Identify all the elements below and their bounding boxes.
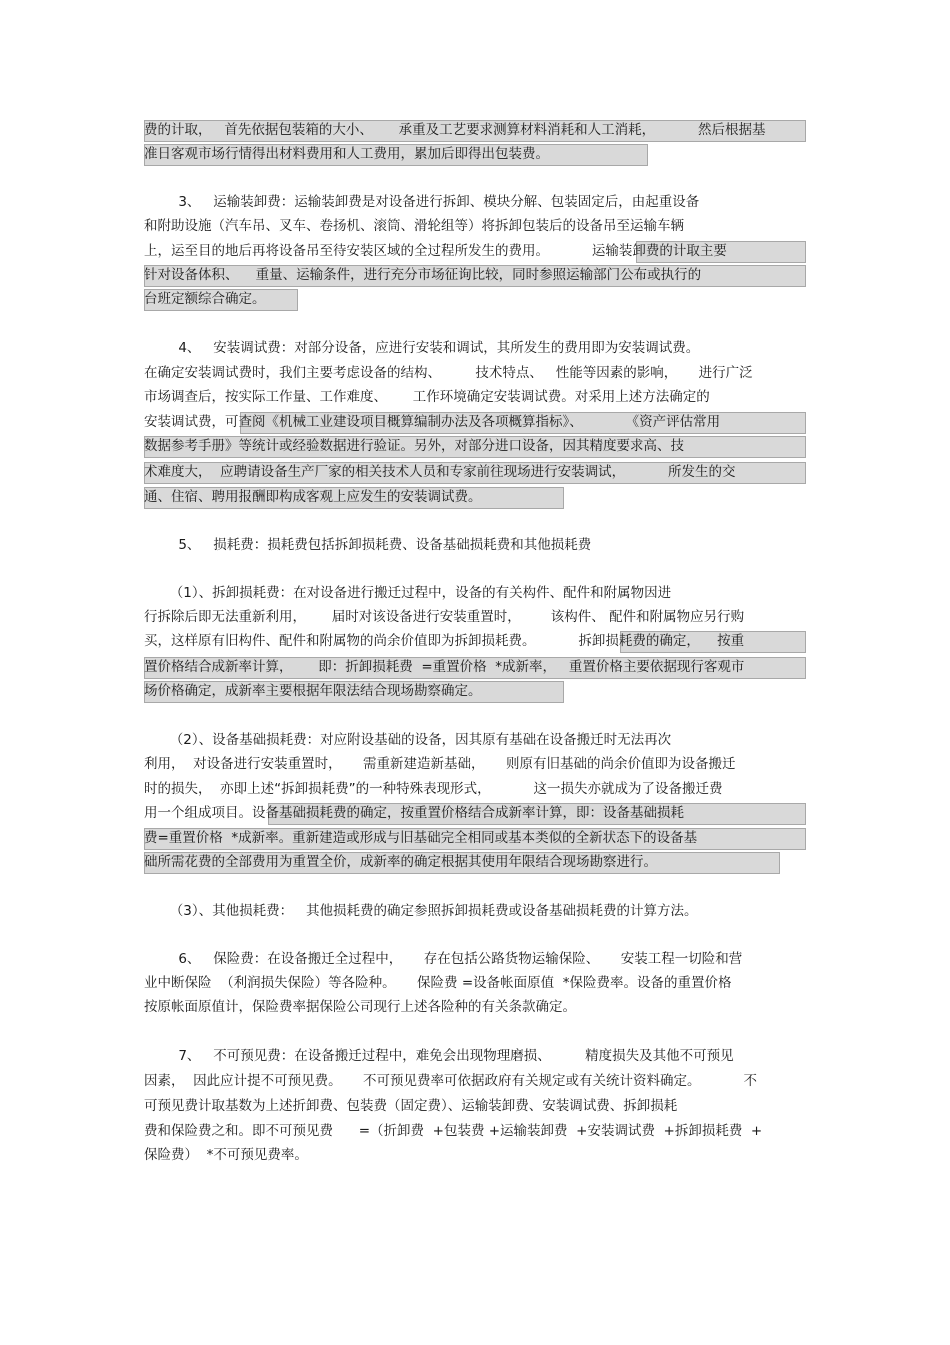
text-line: （3）、其他损耗费： 其他损耗费的确定参照拆卸损耗费或设备基础损耗费的计算方法。 [144, 903, 698, 919]
text-line: 行拆除后即无法重新利用， 届时对该设备进行安装重置时， 该构件、 配件和附属物应另行购 [144, 609, 745, 625]
text-line: （2）、设备基础损耗费：对应附设基础的设备，因其原有基础在设备搬迁时无法再次 [144, 732, 672, 748]
text-line: 台班定额综合确定。 [144, 291, 266, 307]
text-line: 场价格确定，成新率主要根据年限法结合现场勘察确定。 [144, 683, 482, 699]
text-line: 础所需花费的全部费用为重置全价，成新率的确定根据其使用年限结合现场勘察进行。 [144, 854, 657, 870]
text-line: 4、 安装调试费：对部分设备，应进行安装和调试，其所发生的费用即为安装调试费。 [144, 340, 700, 356]
text-line: 和附助设施（汽车吊、叉车、卷扬机、滚筒、滑轮组等）将拆卸包装后的设备吊至运输车辆 [144, 218, 684, 234]
text-line: 3、 运输装卸费：运输装卸费是对设备进行拆卸、模块分解、包装固定后，由起重设备 [144, 194, 700, 210]
text-line: 在确定安装调试费时，我们主要考虑设备的结构、 技术特点、 性能等因素的影响， 进行广泛 [144, 365, 753, 381]
text-line: 可预见费计取基数为上述折卸费、包装费（固定费）、运输装卸费、安装调试费、拆卸损耗 [144, 1098, 678, 1114]
text-line: 保险费） *不可预见费率。 [144, 1147, 308, 1163]
text-line: 费和保险费之和。即不可预见费 =（折卸费 +包装费 +运输装卸费 +安装调试费 +拆卸损耗费 + [144, 1123, 763, 1139]
text-line: 费=重置价格 *成新率。重新建造或形成与旧基础完全相同或基本类似的全新状态下的设备基 [144, 830, 698, 846]
text-line: 针对设备体积、 重量、运输条件，进行充分市场征询比较，同时参照运输部门公布或执行的 [144, 267, 702, 283]
text-line: 7、 不可预见费：在设备搬迁过程中，难免会出现物理磨损、 精度损失及其他不可预见 [144, 1048, 734, 1064]
text-line: 利用， 对设备进行安装重置时， 需重新建造新基础， 则原有旧基础的尚余价值即为设备搬迁 [144, 756, 736, 772]
text-line: 安装调试费，可查阅《机械工业建设项目概算编制办法及各项概算指标》、 《资产评估常用 [144, 414, 721, 430]
text-line: 置价格结合成新率计算， 即：折卸损耗费 =重置价格 *成新率， 重置价格主要依据现行客观市 [144, 659, 745, 675]
text-line: 买，这样原有旧构件、配件和附属物的尚余价值即为拆卸损耗费。 拆卸损耗费的确定， 按重 [144, 633, 745, 649]
text-line: 用一个组成项目。设备基础损耗费的确定，按重置价格结合成新率计算，即：设备基础损耗 [144, 805, 684, 821]
text-line: 按原帐面原值计，保险费率据保险公司现行上述各险种的有关条款确定。 [144, 999, 576, 1015]
text-line: 数据参考手册》等统计或经验数据进行验证。另外，对部分进口设备，因其精度要求高、技 [144, 438, 684, 454]
text-line: 上，运至目的地后再将设备吊至待安装区域的全过程所发生的费用。 运输装卸费的计取主要 [144, 243, 727, 259]
text-line: 准日客观市场行情得出材料费用和人工费用，累加后即得出包装费。 [144, 146, 549, 162]
text-line: 费的计取， 首先依据包装箱的大小、 承重及工艺要求测算材料消耗和人工消耗， 然后根据基 [144, 122, 766, 138]
text-line: 因素， 因此应计提不可预见费。 不可预见费率可依据政府有关规定或有关统计资料确定。 不 [144, 1073, 757, 1089]
text-line: 术难度大， 应聘请设备生产厂家的相关技术人员和专家前往现场进行安装调试， 所发生的交 [144, 464, 736, 480]
text-line: 业中断保险 （利润损失保险）等各险种。 保险费 =设备帐面原值 *保险费率。设备的重置价格 [144, 975, 732, 991]
text-line: 时的损失， 亦即上述“拆卸损耗费”的一种特殊表现形式， 这一损失亦就成为了设备搬迁费 [144, 781, 723, 797]
text-line: （1）、拆卸损耗费：在对设备进行搬迁过程中，设备的有关构件、配件和附属物因进 [144, 585, 672, 601]
text-line: 6、 保险费：在设备搬迁全过程中， 存在包括公路货物运输保险、 安装工程一切险和营 [144, 951, 743, 967]
text-line: 市场调查后，按实际工作量、工作难度、 工作环境确定安装调试费。对采用上述方法确定的 [144, 389, 710, 405]
text-line: 通、住宿、聘用报酬即构成客观上应发生的安装调试费。 [144, 489, 482, 505]
text-line: 5、 损耗费：损耗费包括拆卸损耗费、设备基础损耗费和其他损耗费 [144, 537, 592, 553]
